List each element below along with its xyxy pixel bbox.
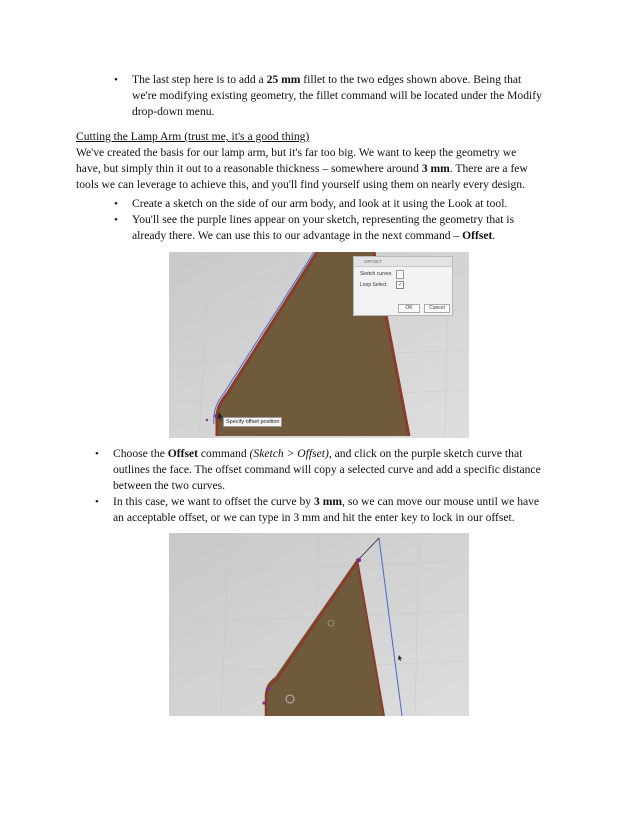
bullet-fillet-step: [114, 72, 574, 120]
bullet-marker: •: [114, 198, 118, 210]
bullet-line: You'll see the purple lines appear on your sketch, representing the geometry that is: [132, 213, 515, 226]
text: . There are a few: [449, 162, 528, 175]
bullet-line: [132, 228, 572, 244]
text: have, but simply thin it out to a reasonable thickness – somewhere around: [76, 162, 422, 175]
bold-text: 25 mm: [266, 73, 301, 86]
sketch-curves-label: Sketch curves: [360, 271, 392, 277]
bullet-purple-lines: [114, 212, 574, 244]
bullet-line: Create a sketch on the side of our arm body, and look at it using the Look at tool.: [132, 197, 508, 210]
bullet-line: drop-down menu.: [132, 105, 215, 118]
bold-text: 3 mm: [314, 495, 343, 508]
offset-result-screenshot: [169, 533, 469, 716]
paragraph-line: tools we can leverage to achieve this, and you'll find yourself using them on nearly every design.: [76, 178, 525, 191]
offset-dialog-screenshot: [169, 252, 469, 438]
bold-text: Offset: [462, 229, 493, 242]
bullet-create-sketch: [114, 196, 574, 212]
bold-text: 3 mm: [421, 162, 450, 175]
offset-dialog: [353, 256, 453, 316]
text: In this case, we want to offset the curve by: [113, 495, 315, 508]
bullet-line: [132, 72, 572, 88]
loop-select-label: Loop Select: [360, 282, 387, 288]
text: .: [492, 229, 496, 242]
cursor-select-icon[interactable]: [396, 270, 404, 279]
bullet-line: outlines the face. The offset command will copy a selected curve and add a specific distance: [113, 463, 541, 476]
offset-position-tooltip: Specify offset position: [223, 417, 282, 427]
intro-paragraph: [76, 145, 566, 193]
text: already there. We can use this to our advantage in the next command –: [132, 229, 463, 242]
bullet-line: between the two curves.: [113, 479, 226, 492]
cad-viewport-image-2: [169, 533, 469, 716]
ok-button[interactable]: OK: [398, 304, 420, 313]
bullet-line: [113, 494, 568, 510]
text: fillet to the two edges shown above. Being that: [300, 73, 522, 86]
text: command: [198, 447, 250, 460]
paragraph-line: We've created the basis for our lamp arm, but it's far too big. We want to keep the geometry we: [76, 146, 517, 159]
bullet-marker: •: [95, 448, 99, 460]
bullet-line: [113, 446, 568, 462]
bullet-line: we're modifying existing geometry, the fillet command will be located under the Modify: [132, 89, 542, 102]
bullet-marker: •: [95, 496, 99, 508]
loop-select-checkbox[interactable]: ✓: [397, 282, 403, 288]
text: , and click on the purple sketch curve that: [328, 447, 523, 460]
bullet-marker: •: [114, 214, 118, 226]
bullet-marker: •: [114, 74, 118, 86]
bullet-offset-distance: [95, 494, 565, 526]
bullet-choose-offset: [95, 446, 565, 494]
paragraph-line: [76, 161, 566, 177]
heading-text: Cutting the Lamp Arm (trust me, it's a good thing): [76, 130, 310, 143]
text: Choose the: [113, 447, 168, 460]
text: The last step here is to add a: [132, 73, 267, 86]
cancel-button[interactable]: Cancel: [424, 304, 450, 313]
text: , so we can move our mouse until we have: [342, 495, 540, 508]
bullet-line: an acceptable offset, or we can type in 3 mm and hit the enter key to lock in our offset.: [113, 511, 515, 524]
section-heading: [76, 129, 560, 145]
bold-text: Offset: [167, 447, 199, 460]
dialog-title: OFFSET: [354, 257, 452, 267]
italic-text: (Sketch > Offset): [249, 447, 329, 460]
